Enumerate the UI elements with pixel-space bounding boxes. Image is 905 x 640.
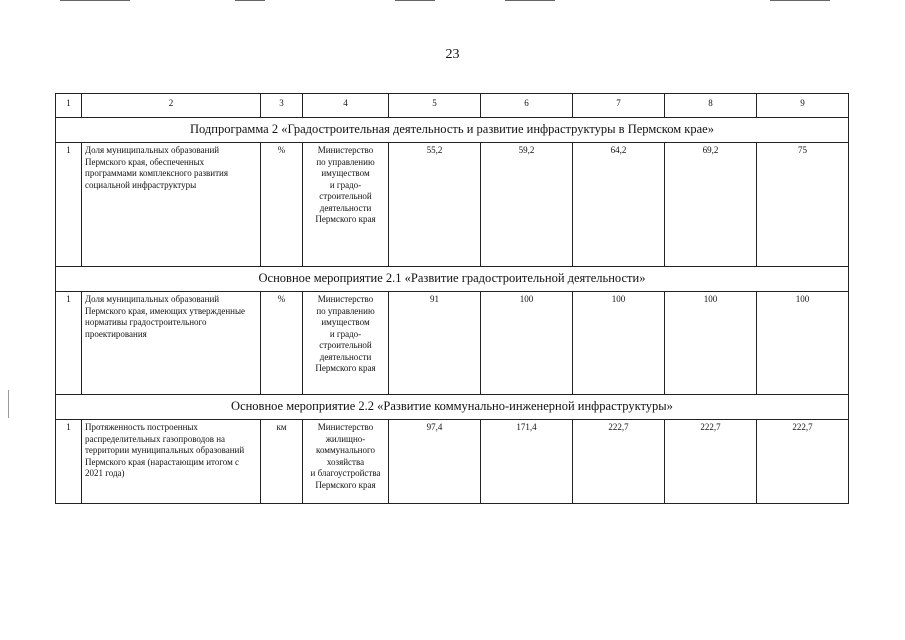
indicator-name: Доля муниципальных образований Пермского края, обеспеченных программами комплексного развития социальной инфраструктуры — [82, 143, 261, 267]
value-cell: 100 — [573, 292, 665, 395]
header-cell: 9 — [757, 94, 849, 118]
header-cell: 4 — [303, 94, 389, 118]
scan-edge-rule — [395, 0, 435, 1]
row-number: 1 — [56, 292, 82, 395]
table-row — [56, 143, 849, 267]
header-cell: 7 — [573, 94, 665, 118]
header-cell: 6 — [481, 94, 573, 118]
value-cell: 222,7 — [573, 420, 665, 504]
header-cell: 1 — [56, 94, 82, 118]
value-cell: 69,2 — [665, 143, 757, 267]
table-row — [56, 292, 849, 395]
value-cell: 222,7 — [665, 420, 757, 504]
scan-edge-mark — [8, 390, 9, 418]
section-row — [56, 118, 849, 143]
header-cell: 2 — [82, 94, 261, 118]
section-row — [56, 267, 849, 292]
value-cell: 55,2 — [389, 143, 481, 267]
unit: % — [261, 143, 303, 267]
responsible-ministry: Министерство жилищно- коммунального хозяйства и благоустройства Пермского края — [303, 420, 389, 504]
section-row — [56, 395, 849, 420]
header-cell: 8 — [665, 94, 757, 118]
responsible-ministry: Министерство по управлению имуществом и градо- строительной деятельности Пермского края — [303, 292, 389, 395]
indicator-name: Доля муниципальных образований Пермского края, имеющих утвержденные нормативы градостроительного проектирования — [82, 292, 261, 395]
value-cell: 97,4 — [389, 420, 481, 504]
header-row — [56, 94, 849, 118]
value-cell: 100 — [481, 292, 573, 395]
indicator-name: Протяженность построенных распределительных газопроводов на территории муниципальных образований Пермского края (нарастающим итогом с 2021 года) — [82, 420, 261, 504]
table-row — [56, 420, 849, 504]
scan-edge-rule — [235, 0, 265, 1]
scan-edge-rule — [505, 0, 555, 1]
section-title: Основное мероприятие 2.2 «Развитие коммунально-инженерной инфраструктуры» — [56, 395, 849, 420]
page-number: 23 — [445, 47, 460, 62]
value-cell: 75 — [757, 143, 849, 267]
section-title: Основное мероприятие 2.1 «Развитие градостроительной деятельности» — [56, 267, 849, 292]
value-cell: 171,4 — [481, 420, 573, 504]
unit: км — [261, 420, 303, 504]
unit: % — [261, 292, 303, 395]
header-cell: 5 — [389, 94, 481, 118]
value-cell: 100 — [665, 292, 757, 395]
indicators-table — [55, 93, 849, 504]
header-cell: 3 — [261, 94, 303, 118]
section-title: Подпрограмма 2 «Градостроительная деятельность и развитие инфраструктуры в Пермском крае» — [56, 118, 849, 143]
value-cell: 100 — [757, 292, 849, 395]
scan-edge-rule — [60, 0, 130, 1]
value-cell: 222,7 — [757, 420, 849, 504]
value-cell: 91 — [389, 292, 481, 395]
value-cell: 59,2 — [481, 143, 573, 267]
row-number: 1 — [56, 143, 82, 267]
row-number: 1 — [56, 420, 82, 504]
responsible-ministry: Министерство по управлению имуществом и градо- строительной деятельности Пермского края — [303, 143, 389, 267]
scan-edge-rule — [770, 0, 830, 1]
value-cell: 64,2 — [573, 143, 665, 267]
